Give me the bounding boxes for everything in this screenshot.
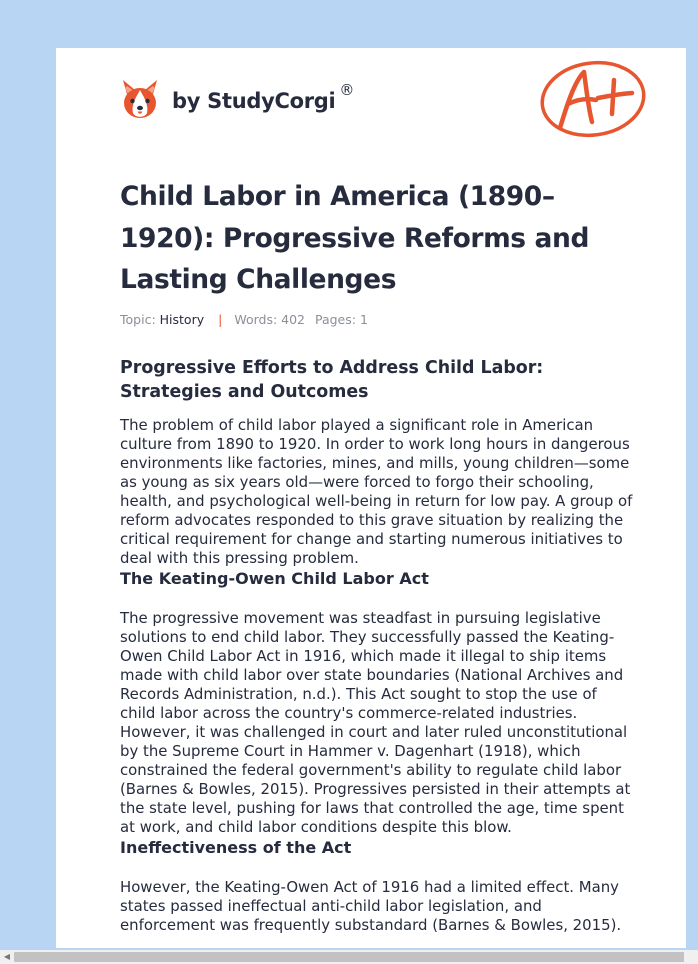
section-paragraph: However, the Keating-Owen Act of 1916 had a limited effect. Many states passed ineffectual anti-child labor legislation, and enforcement was frequently substandard (Barnes & Bowles, 2015). — [120, 878, 622, 934]
scrollbar-thumb[interactable] — [14, 952, 684, 962]
document-body — [120, 356, 634, 935]
page-title: Child Labor in America (1890–1920): Progressive Reforms and Lasting Challenges — [120, 181, 590, 295]
document-meta — [120, 312, 368, 327]
page-count: Pages: 1 — [314, 312, 368, 327]
section-heading: The Keating-Owen Child Labor Act — [120, 569, 429, 588]
topic-label: Topic: — [120, 312, 156, 327]
section-heading: Ineffectiveness of the Act — [120, 838, 352, 857]
a-plus-grade-stamp-icon — [538, 58, 648, 140]
scroll-left-arrow-icon[interactable]: ◀ — [3, 952, 11, 961]
topic-link[interactable]: History — [159, 312, 205, 327]
document-page — [56, 48, 686, 948]
section-paragraph: The progressive movement was steadfast in pursuing legislative solutions to end child labor. They successfully passed the Keating-Owen Child Labor Act in 1916, which made it illegal to ship items made with child labor over state boundaries (National Archives and Records Administration, n.d.). This Act sought to stop the use of child labor across the country's commerce-related industries. However, it was challenged in court and later ruled unconstitutional by the Supreme Court in Hammer v. Dagenhart (1918), which constrained the federal government's ability to regulate child labor (Barnes & Bowles, 2015). Progressives persisted in their attempts at the state level, pushing for laws that controlled the age, time spent at work, and child labor conditions despite this blow. — [120, 609, 631, 836]
section-paragraph: The problem of child labor played a significant role in American culture from 1890 to 1920. In order to work long hours in dangerous environments like factories, mines, and mills, young children—some as young as six years old—were forced to forgo their schooling, health, and psychological well-being in return for low pay. A group of reform advocates responded to this grave situation by realizing the critical requirement for change and starting numerous initiatives to deal with this pressing problem. — [120, 416, 633, 567]
brand-name: by StudyCorgi — [172, 89, 336, 113]
meta-separator: | — [218, 312, 223, 327]
word-count: Words: 402 — [234, 312, 305, 327]
brand-logo-link[interactable] — [120, 76, 354, 120]
corgi-icon — [120, 76, 160, 120]
horizontal-scrollbar[interactable] — [0, 950, 698, 964]
section-heading: Progressive Efforts to Address Child Labor: Strategies and Outcomes — [120, 358, 544, 402]
registered-mark: ® — [339, 81, 355, 99]
